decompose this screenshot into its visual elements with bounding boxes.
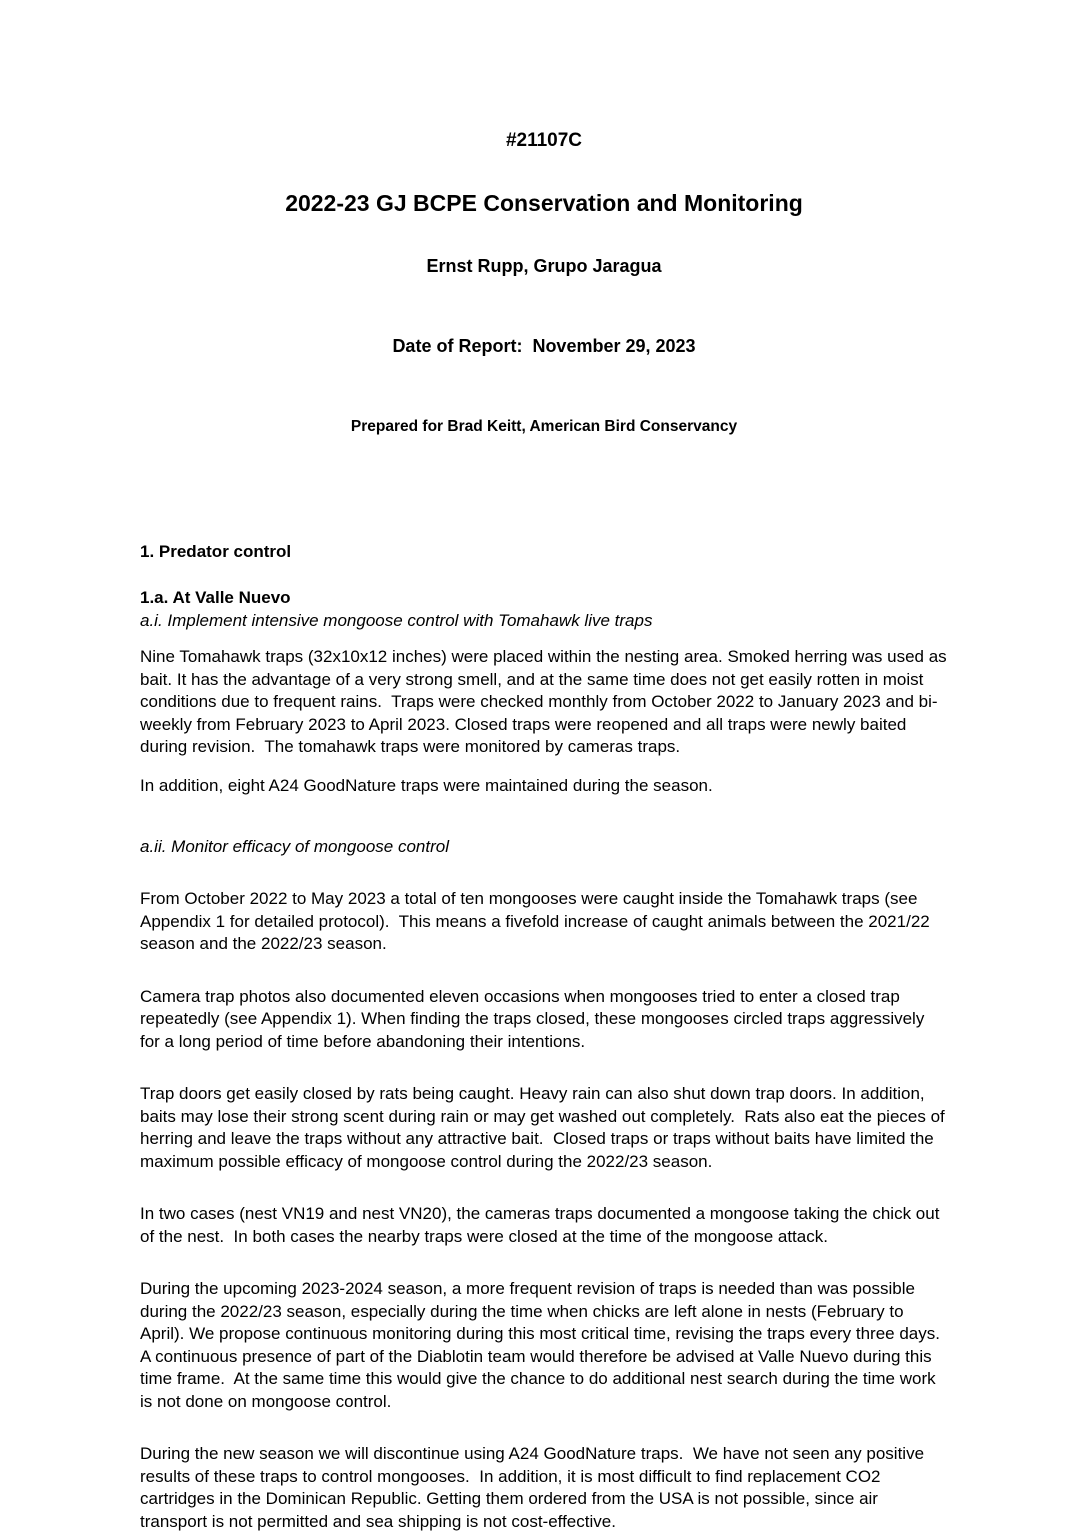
prepared-for-line: Prepared for Brad Keitt, American Bird Conservancy <box>350 418 738 435</box>
paragraph-tomahawk-traps: Nine Tomahawk traps (32x10x12 inches) were placed within the nesting area. Smoked herring was used as bait. It has the advantage of a very strong smell, and at the same time does not get easily rotten in moist conditions due to frequent rains. Traps were checked monthly from October 2022 to January 2023 and bi-weekly from February 2023 to April 2023. Closed traps were reopened and all traps were newly baited during revision. The tomahawk traps were monitored by cameras traps. <box>140 647 952 756</box>
paragraph-trap-doors: Trap doors get easily closed by rats being caught. Heavy rain can also shut down trap doors. In addition, baits may lose their strong scent during rain or may get washed out completely. Rats also eat the pieces of herring and leave the traps without any attractive bait. Closed traps or traps without baits have limited the maximum possible efficacy of mongoose control during the 2022/23 season. <box>140 1084 950 1171</box>
paragraph-upcoming-season: During the upcoming 2023-2024 season, a more frequent revision of traps is needed than was possible during the 2022/23 season, especially during the time when chicks are left alone in nests (February to April). We propose continuous monitoring during this most critical time, revising the traps every three days. A continuous presence of part of the Diablotin team would therefore be advised at Valle Nuevo during this time frame. At the same time this would give the chance to do additional nest search during the time work is not done on mongoose control. <box>140 1279 944 1411</box>
document-author: Ernst Rupp, Grupo Jaragua <box>426 256 662 276</box>
paragraph-camera-trap-photos: Camera trap photos also documented eleven occasions when mongooses tried to enter a closed trap repeatedly (see Appendix 1). When finding the traps closed, these mongooses circled traps aggressively for a long period of time before abandoning their intentions. <box>140 986 930 1051</box>
subhead-a-ii: a.ii. Monitor efficacy of mongoose control <box>140 837 449 856</box>
report-date-line: Date of Report: November 29, 2023 <box>392 336 696 356</box>
paragraph-mongoose-totals: From October 2022 to May 2023 a total of ten mongooses were caught inside the Tomahawk traps (see Appendix 1 for detailed protocol). This means a fivefold increase of caught animals between the 2021/22 season and the 2022/23 season. <box>140 889 935 953</box>
paragraph-discontinue-a24: During the new season we will discontinue using A24 GoodNature traps. We have not seen any positive results of these traps to control mongooses. In addition, it is most difficult to find replacement CO2 cartridges in the Dominican Republic. Getting them ordered from the USA is not possible, since air transport is not permitted and sea shipping is not cost-effective. <box>140 1444 929 1531</box>
section-heading-predator-control: 1. Predator control <box>140 542 292 561</box>
document-title: 2022-23 GJ BCPE Conservation and Monitoring <box>285 190 803 216</box>
document-body <box>140 541 952 1533</box>
subsection-heading-valle-nuevo: 1.a. At Valle Nuevo <box>140 588 291 607</box>
paragraph-a24-goodnature: In addition, eight A24 GoodNature traps were maintained during the season. <box>140 775 713 795</box>
subhead-a-i: a.i. Implement intensive mongoose control with Tomahawk live traps <box>140 611 653 630</box>
document-number: #21107C <box>505 130 583 151</box>
paragraph-two-cases: In two cases (nest VN19 and nest VN20), the cameras traps documented a mongoose taking the chick out of the nest. In both cases the nearby traps were closed at the time of the mongoose attack. <box>140 1204 945 1246</box>
document-header <box>140 92 948 473</box>
